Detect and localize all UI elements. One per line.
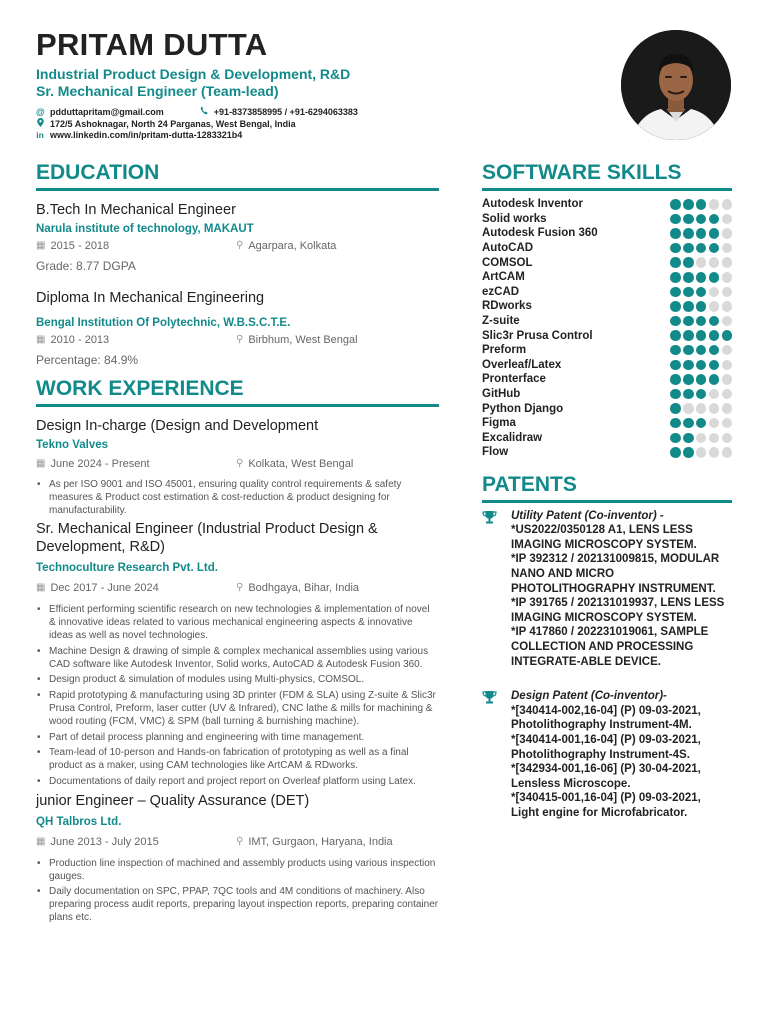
entry-location — [236, 239, 336, 253]
rating-dot-filled — [683, 360, 694, 371]
rating-dot-empty — [722, 403, 733, 414]
rating-dot-filled — [683, 214, 694, 225]
patent-line: *IP 391765 / 202131019937, LENS LESS IMAGING MICROSCOPY SYSTEM. — [511, 597, 725, 624]
rating-dot-filled — [683, 433, 694, 444]
rating-dot-empty — [709, 389, 720, 400]
institution-name: Narula institute of technology, MAKAUT — [36, 223, 254, 235]
job-title: Design In-charge (Design and Development — [36, 418, 319, 434]
rating-dot-empty — [722, 433, 733, 444]
rating-dot-filled — [683, 228, 694, 239]
entry-location — [236, 581, 359, 595]
entry-date — [36, 581, 236, 595]
skill-name: Autodesk Inventor — [482, 198, 583, 211]
rating-dot-empty — [722, 374, 733, 385]
rating-dot-filled — [670, 403, 681, 414]
patent-line: *[340414-002,16-04] (P) 09-03-2021, Photolithography Instrument-4M. — [511, 704, 701, 732]
entry-meta — [36, 457, 439, 471]
skill-rating — [670, 418, 732, 429]
entry-location — [236, 457, 353, 471]
patent-line: *[342934-001,16-06] (P) 30-04-2021, Lensless Microscope. — [511, 763, 701, 790]
list-item: • Team-lead of 10-person and Hands-on fabrication of prototyping as well as a final product as a maker, using CAM technologies like ArtCAM & RDworks. — [36, 747, 439, 773]
rating-dot-filled — [709, 316, 720, 327]
at-icon: @ — [36, 106, 45, 117]
responsibility-list — [36, 858, 439, 925]
rating-dot-filled — [709, 214, 720, 225]
rating-dot-filled — [709, 228, 720, 239]
rating-dot-filled — [696, 360, 707, 371]
entry-meta — [36, 333, 439, 347]
calendar-icon: ▦ — [36, 835, 46, 847]
skill-rating — [670, 389, 732, 400]
trophy-icon — [482, 509, 497, 670]
candidate-name: PRITAM DUTTA — [36, 27, 268, 62]
education-entry — [36, 201, 439, 274]
section-divider — [36, 188, 439, 191]
skill-rating — [670, 287, 732, 298]
date-text: 2015 - 2018 — [50, 240, 110, 252]
skill-row — [482, 387, 732, 402]
skill-row — [482, 285, 732, 300]
education-entry — [36, 289, 439, 368]
date-text: 2010 - 2013 — [50, 334, 110, 346]
rating-dot-empty — [709, 418, 720, 429]
skill-name: Z-suite — [482, 315, 520, 328]
map-pin-icon — [36, 118, 44, 130]
responsibility-list — [36, 479, 439, 517]
skill-rating — [670, 257, 732, 268]
entry-meta — [36, 581, 439, 595]
skill-name: Solid works — [482, 212, 547, 225]
company-name: Tekno Valves — [36, 439, 109, 451]
right-column — [482, 158, 732, 821]
skill-rating — [670, 316, 732, 327]
rating-dot-filled — [696, 243, 707, 254]
rating-dot-empty — [722, 228, 733, 239]
patent-type: Utility Patent (Co-inventor) - — [511, 509, 664, 522]
skill-name: ArtCAM — [482, 271, 525, 284]
list-item: • Part of detail process planning and engineering with time management. — [36, 732, 439, 745]
rating-dot-empty — [722, 316, 733, 327]
rating-dot-empty — [683, 403, 694, 414]
entry-date — [36, 333, 236, 347]
skill-rating — [670, 447, 732, 458]
skill-rating — [670, 330, 732, 341]
entry-meta — [36, 835, 439, 849]
grade-text: Percentage: 84.9% — [36, 353, 139, 367]
entry-date — [36, 457, 236, 471]
skill-row — [482, 241, 732, 256]
rating-dot-filled — [683, 272, 694, 283]
rating-dot-filled — [696, 214, 707, 225]
section-title-work: WORK EXPERIENCE — [36, 377, 244, 400]
rating-dot-filled — [670, 433, 681, 444]
location-text: Birbhum, West Bengal — [248, 334, 358, 346]
skills-list — [482, 197, 732, 460]
rating-dot-empty — [722, 301, 733, 312]
skill-row — [482, 343, 732, 358]
rating-dot-empty — [709, 447, 720, 458]
list-item: • Production line inspection of machined and assembly products using various inspection gauges. — [36, 858, 439, 884]
skill-row — [482, 314, 732, 329]
job-title: Sr. Mechanical Engineer (Industrial Product Design & Development, R&D) — [36, 521, 378, 556]
rating-dot-filled — [709, 243, 720, 254]
entry-meta — [36, 239, 439, 253]
list-item: • As per ISO 9001 and ISO 45001, ensuring quality control requirements & safety measures & Product cost estimation & cost-reduction & product designing for manufacturability. — [36, 479, 439, 517]
company-name: Technoculture Research Pvt. Ltd. — [36, 562, 218, 575]
rating-dot-filled — [683, 330, 694, 341]
skill-row — [482, 358, 732, 373]
map-pin-icon: ⚲ — [236, 835, 244, 847]
phone-icon — [200, 106, 208, 118]
rating-dot-empty — [696, 447, 707, 458]
rating-dot-filled — [670, 345, 681, 356]
patent-entry — [482, 689, 732, 820]
rating-dot-filled — [683, 345, 694, 356]
skill-rating — [670, 345, 732, 356]
rating-dot-filled — [670, 243, 681, 254]
rating-dot-empty — [709, 433, 720, 444]
rating-dot-empty — [722, 360, 733, 371]
skill-name: GitHub — [482, 388, 521, 401]
left-column — [36, 158, 439, 928]
patent-line: *[340415-001,16-04] (P) 09-03-2021, Light engine for Microfabricator. — [511, 792, 701, 819]
contact-row-linkedin — [36, 130, 596, 141]
entry-date — [36, 835, 236, 849]
entry-date — [36, 239, 236, 253]
rating-dot-filled — [709, 360, 720, 371]
patent-line: *US2022/0350128 A1, LENS LESS IMAGING MICROSCOPY SYSTEM. — [511, 524, 697, 551]
skill-name: COMSOL — [482, 256, 533, 269]
rating-dot-filled — [670, 199, 681, 210]
rating-dot-filled — [709, 330, 720, 341]
patent-line: *IP 392312 / 202131009815, MODULAR NANO AND MICRO PHOTOLITHOGRAPHY INSTRUMENT. — [511, 553, 720, 595]
skill-row — [482, 328, 732, 343]
list-item: • Design product & simulation of modules using Multi-physics, COMSOL. — [36, 674, 439, 687]
rating-dot-filled — [683, 418, 694, 429]
section-title-skills: SOFTWARE SKILLS — [482, 161, 682, 184]
section-title-education: EDUCATION — [36, 161, 160, 184]
patent-details — [511, 509, 732, 670]
location-text: Kolkata, West Bengal — [248, 458, 354, 470]
rating-dot-empty — [722, 199, 733, 210]
list-item: • Rapid prototyping & manufacturing using 3D printer (FDM & SLA) using Z-suite & Slic3r Prusa Control, Preform, laser cutter (UV & Infrared), CNC lathe & mills for machining & wood routing (FCM, VMC) & SPM (ball turning & burnishing machine). — [36, 690, 439, 728]
skill-name: Flow — [482, 446, 509, 459]
rating-dot-filled — [696, 287, 707, 298]
date-text: Dec 2017 - June 2024 — [50, 582, 159, 595]
tagline-secondary: Sr. Mechanical Engineer (Team-lead) — [36, 83, 279, 99]
section-divider — [482, 188, 732, 191]
rating-dot-empty — [696, 403, 707, 414]
rating-dot-filled — [670, 316, 681, 327]
rating-dot-empty — [696, 433, 707, 444]
rating-dot-filled — [696, 272, 707, 283]
calendar-icon: ▦ — [36, 240, 46, 251]
rating-dot-filled — [709, 345, 720, 356]
rating-dot-empty — [696, 257, 707, 268]
location-text: Bodhgaya, Bihar, India — [248, 582, 360, 595]
rating-dot-filled — [709, 374, 720, 385]
calendar-icon: ▦ — [36, 582, 46, 594]
rating-dot-empty — [722, 418, 733, 429]
rating-dot-filled — [683, 389, 694, 400]
work-entry — [36, 792, 439, 925]
skill-row — [482, 431, 732, 446]
rating-dot-filled — [696, 345, 707, 356]
skill-row — [482, 226, 732, 241]
work-entry — [36, 520, 439, 788]
rating-dot-filled — [683, 243, 694, 254]
profile-photo-illustration — [621, 30, 731, 140]
rating-dot-filled — [670, 418, 681, 429]
contact-row-email-phone — [36, 106, 596, 118]
list-item: • Machine Design & drawing of simple & complex mechanical assemblies using various CAD software like Autodesk Inventor, Solid works, AutoCAD & Autodesk Fusion 360. — [36, 646, 439, 672]
rating-dot-filled — [670, 272, 681, 283]
skill-rating — [670, 403, 732, 414]
skill-name: Preform — [482, 344, 527, 357]
email-link[interactable]: pdduttapritam@gmail.com — [50, 106, 164, 117]
patent-type: Design Patent (Co-inventor)- — [511, 690, 667, 703]
rating-dot-filled — [670, 389, 681, 400]
institution-name: Bengal Institution Of Polytechnic, W.B.S.C.T.E. — [36, 317, 291, 329]
responsibility-list — [36, 604, 439, 788]
rating-dot-filled — [670, 360, 681, 371]
skill-rating — [670, 243, 732, 254]
rating-dot-filled — [670, 257, 681, 268]
rating-dot-filled — [696, 228, 707, 239]
patent-line: *[340414-001,16-04] (P) 09-03-2021, Photolithography Instrument-4S. — [511, 734, 701, 761]
map-pin-icon: ⚲ — [236, 582, 244, 594]
rating-dot-empty — [722, 287, 733, 298]
rating-dot-empty — [722, 243, 733, 254]
skill-rating — [670, 301, 732, 312]
calendar-icon: ▦ — [36, 334, 46, 345]
rating-dot-filled — [696, 316, 707, 327]
linkedin-icon: in — [36, 130, 44, 140]
skill-name: Overleaf/Latex — [482, 358, 562, 371]
phone-numbers: +91-8373858995 / +91-6294063383 — [213, 106, 358, 117]
skill-name: Figma — [482, 417, 516, 430]
rating-dot-filled — [670, 447, 681, 458]
rating-dot-filled — [696, 330, 707, 341]
skill-rating — [670, 199, 732, 210]
section-divider — [36, 404, 439, 407]
skill-row — [482, 197, 732, 212]
grade-text: Grade: 8.77 DGPA — [36, 259, 136, 273]
trophy-icon — [482, 689, 497, 820]
skill-rating — [670, 433, 732, 444]
rating-dot-filled — [683, 301, 694, 312]
rating-dot-filled — [696, 374, 707, 385]
rating-dot-filled — [670, 301, 681, 312]
tagline-primary: Industrial Product Design & Development, R&D — [36, 66, 351, 82]
skill-row — [482, 212, 732, 227]
rating-dot-filled — [670, 374, 681, 385]
rating-dot-filled — [709, 272, 720, 283]
map-pin-icon: ⚲ — [236, 458, 244, 469]
rating-dot-filled — [696, 389, 707, 400]
skill-row — [482, 416, 732, 431]
address-text: 172/5 Ashoknagar, North 24 Parganas, West Bengal, India — [50, 118, 296, 129]
rating-dot-empty — [709, 199, 720, 210]
skill-row — [482, 401, 732, 416]
rating-dot-filled — [696, 418, 707, 429]
map-pin-icon: ⚲ — [236, 240, 244, 251]
entry-location — [236, 333, 358, 347]
rating-dot-empty — [709, 403, 720, 414]
job-title: junior Engineer – Quality Assurance (DET) — [36, 792, 310, 809]
skill-row — [482, 299, 732, 314]
rating-dot-empty — [722, 257, 733, 268]
skill-name: RDworks — [482, 300, 532, 313]
degree-title: Diploma In Mechanical Engineering — [36, 290, 265, 306]
rating-dot-filled — [683, 316, 694, 327]
rating-dot-empty — [709, 257, 720, 268]
rating-dot-filled — [683, 257, 694, 268]
skill-name: Python Django — [482, 402, 564, 415]
date-text: June 2024 - Present — [50, 458, 150, 470]
rating-dot-filled — [683, 374, 694, 385]
calendar-icon: ▦ — [36, 458, 46, 469]
skill-rating — [670, 272, 732, 283]
rating-dot-empty — [722, 389, 733, 400]
rating-dot-filled — [683, 447, 694, 458]
company-name: QH Talbros Ltd. — [36, 815, 122, 828]
list-item: • Efficient performing scientific research on new technologies & implementation of novel & innovative ideas related to various mechanical engineering aspects & innovative ideas as well as novel technologies. — [36, 604, 439, 642]
skill-row — [482, 445, 732, 460]
section-title-patents: PATENTS — [482, 472, 577, 496]
list-item: • Daily documentation on SPC, PPAP, 7QC tools and 4M conditions of machinery. Also preparing process audit reports, preparing layout inspection reports, preparing container plans etc. — [36, 886, 439, 924]
skill-name: Pronterface — [482, 373, 546, 386]
location-text: Agarpara, Kolkata — [248, 240, 337, 252]
skill-name: Autodesk Fusion 360 — [482, 227, 598, 240]
skill-name: ezCAD — [482, 285, 520, 298]
skill-rating — [670, 228, 732, 239]
location-text: IMT, Gurgaon, Haryana, India — [248, 835, 393, 848]
skill-row — [482, 372, 732, 387]
linkedin-link[interactable]: www.linkedin.com/in/pritam-dutta-1283321b4 — [50, 130, 243, 140]
list-item: • Documentations of daily report and project report on Overleaf platform using Latex. — [36, 776, 439, 789]
patent-details — [511, 689, 732, 820]
resume-header — [36, 26, 596, 141]
skill-rating — [670, 214, 732, 225]
rating-dot-filled — [683, 199, 694, 210]
rating-dot-filled — [670, 330, 681, 341]
skill-name: Excalidraw — [482, 431, 543, 444]
rating-dot-empty — [709, 301, 720, 312]
skill-rating — [670, 360, 732, 371]
skill-name: Slic3r Prusa Control — [482, 329, 593, 342]
profile-photo — [621, 30, 731, 140]
skill-rating — [670, 374, 732, 385]
rating-dot-empty — [722, 447, 733, 458]
degree-title: B.Tech In Mechanical Engineer — [36, 202, 236, 218]
skill-row — [482, 270, 732, 285]
patent-entry — [482, 509, 732, 670]
section-divider — [482, 500, 732, 503]
rating-dot-filled — [696, 199, 707, 210]
rating-dot-empty — [722, 345, 733, 356]
rating-dot-empty — [709, 287, 720, 298]
rating-dot-filled — [670, 287, 681, 298]
contact-row-address — [36, 118, 596, 130]
skill-name: AutoCAD — [482, 242, 534, 255]
contact-info — [36, 106, 596, 141]
rating-dot-filled — [722, 330, 733, 341]
entry-location — [236, 835, 393, 849]
rating-dot-filled — [670, 214, 681, 225]
date-text: June 2013 - July 2015 — [50, 835, 159, 848]
rating-dot-filled — [683, 287, 694, 298]
rating-dot-empty — [722, 214, 733, 225]
work-entry — [36, 417, 439, 517]
rating-dot-filled — [670, 228, 681, 239]
rating-dot-empty — [722, 272, 733, 283]
rating-dot-filled — [696, 301, 707, 312]
map-pin-icon: ⚲ — [236, 334, 244, 345]
patent-line: *IP 417860 / 202231019061, SAMPLE COLLECTION AND PROCESSING INTEGRATE-ABLE DEVICE. — [511, 626, 709, 668]
skill-row — [482, 255, 732, 270]
